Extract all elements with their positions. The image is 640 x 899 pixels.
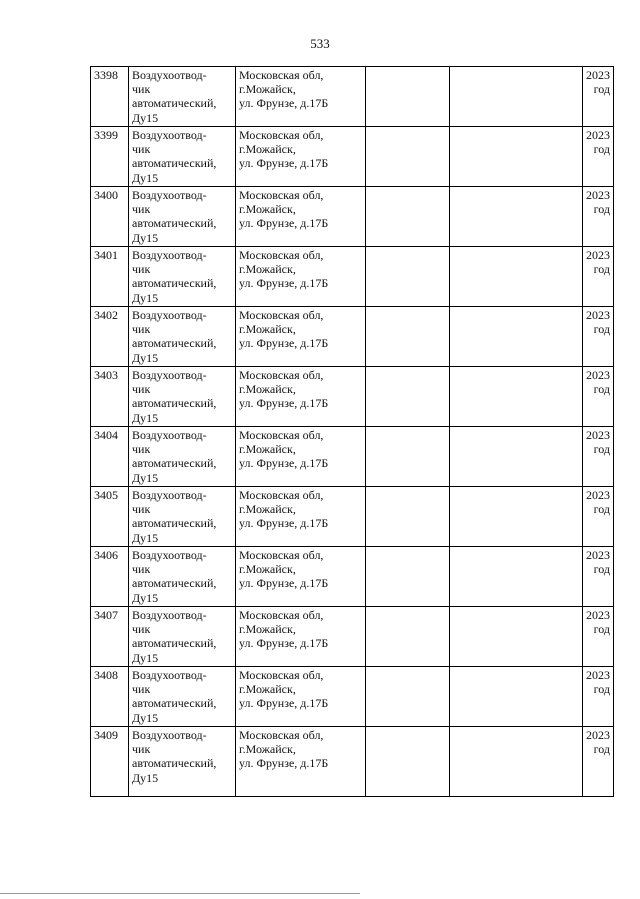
address-cell (236, 607, 366, 667)
empty-cell (450, 607, 583, 667)
year-unit: год (593, 142, 610, 157)
item-name-line: автоматический, (132, 516, 217, 531)
item-name-line: чик (132, 682, 151, 697)
table-row (91, 727, 614, 797)
item-name-line: автоматический, (132, 216, 217, 231)
year-unit: год (593, 82, 610, 97)
year-unit: год (593, 622, 610, 637)
year-unit: год (593, 202, 610, 217)
item-name-line: чик (132, 322, 151, 337)
item-name-cell (129, 187, 236, 247)
table-row (91, 607, 614, 667)
item-name-line: автоматический, (132, 696, 217, 711)
address-line: ул. Фрунзе, д.17Б (239, 336, 329, 351)
row-number-cell (91, 307, 129, 367)
year-cell (583, 187, 614, 247)
row-number: 3407 (94, 608, 118, 622)
item-name-line: Ду15 (132, 470, 159, 485)
year-unit: год (593, 682, 610, 697)
row-number-cell (91, 727, 129, 797)
address-line: ул. Фрунзе, д.17Б (239, 276, 329, 291)
empty-cell (366, 427, 450, 487)
year-value: 2023 (586, 368, 610, 382)
table-row (91, 307, 614, 367)
address-line: ул. Фрунзе, д.17Б (239, 756, 329, 771)
empty-cell (366, 667, 450, 727)
empty-cell (450, 127, 583, 187)
address-line: Московская обл, (239, 728, 324, 742)
item-name-line: Воздухоотвод- (132, 548, 207, 562)
address-cell (236, 367, 366, 427)
item-name-cell (129, 727, 236, 797)
address-line: ул. Фрунзе, д.17Б (239, 516, 329, 531)
empty-cell (450, 367, 583, 427)
address-line: г.Можайск, (239, 382, 296, 397)
item-name-line: чик (132, 142, 151, 157)
address-cell (236, 127, 366, 187)
item-name-line: Воздухоотвод- (132, 188, 207, 202)
year-unit: год (593, 562, 610, 577)
empty-cell (450, 667, 583, 727)
row-number: 3406 (94, 548, 118, 562)
item-name-cell (129, 487, 236, 547)
item-name-line: автоматический, (132, 636, 217, 651)
item-name-cell (129, 427, 236, 487)
item-name-line: чик (132, 742, 151, 757)
address-cell (236, 67, 366, 127)
row-number: 3399 (94, 128, 118, 142)
address-cell (236, 667, 366, 727)
item-name-cell (129, 667, 236, 727)
item-name-line: Ду15 (132, 710, 159, 725)
table-row (91, 667, 614, 727)
address-cell (236, 307, 366, 367)
year-value: 2023 (586, 728, 610, 742)
year-unit: год (593, 382, 610, 397)
row-number-cell (91, 487, 129, 547)
address-line: г.Можайск, (239, 442, 296, 457)
item-name-line: автоматический, (132, 576, 217, 591)
item-name-line: Воздухоотвод- (132, 68, 207, 82)
item-name-cell (129, 367, 236, 427)
row-number-cell (91, 187, 129, 247)
row-number-cell (91, 367, 129, 427)
table-row (91, 187, 614, 247)
address-line: Московская обл, (239, 668, 324, 682)
year-value: 2023 (586, 128, 610, 142)
address-line: Московская обл, (239, 308, 324, 322)
address-line: г.Можайск, (239, 682, 296, 697)
row-number: 3398 (94, 68, 118, 82)
address-line: Московская обл, (239, 428, 324, 442)
row-number: 3404 (94, 428, 118, 442)
year-value: 2023 (586, 668, 610, 682)
year-cell (583, 127, 614, 187)
item-name-line: автоматический, (132, 336, 217, 351)
item-name-line: чик (132, 262, 151, 277)
year-unit: год (593, 322, 610, 337)
item-name-line: Ду15 (132, 350, 159, 365)
address-line: ул. Фрунзе, д.17Б (239, 396, 329, 411)
address-line: г.Можайск, (239, 82, 296, 97)
table-row (91, 247, 614, 307)
item-name-line: автоматический, (132, 96, 217, 111)
empty-cell (450, 487, 583, 547)
empty-cell (366, 187, 450, 247)
row-number: 3400 (94, 188, 118, 202)
table-row (91, 367, 614, 427)
item-name-cell (129, 547, 236, 607)
year-value: 2023 (586, 308, 610, 322)
item-name-line: Ду15 (132, 770, 159, 785)
empty-cell (366, 607, 450, 667)
address-cell (236, 247, 366, 307)
year-unit: год (593, 262, 610, 277)
address-line: Московская обл, (239, 368, 324, 382)
address-line: ул. Фрунзе, д.17Б (239, 456, 329, 471)
year-cell (583, 487, 614, 547)
address-line: г.Можайск, (239, 562, 296, 577)
empty-cell (450, 547, 583, 607)
year-cell (583, 427, 614, 487)
row-number: 3405 (94, 488, 118, 502)
row-number-cell (91, 607, 129, 667)
item-name-line: автоматический, (132, 456, 217, 471)
year-unit: год (593, 502, 610, 517)
item-name-line: автоматический, (132, 756, 217, 771)
item-name-line: чик (132, 622, 151, 637)
item-name-line: Воздухоотвод- (132, 728, 207, 742)
address-cell (236, 727, 366, 797)
year-cell (583, 547, 614, 607)
item-name-line: Воздухоотвод- (132, 248, 207, 262)
address-cell (236, 547, 366, 607)
empty-cell (366, 547, 450, 607)
row-number: 3403 (94, 368, 118, 382)
address-line: г.Можайск, (239, 502, 296, 517)
row-number: 3409 (94, 728, 118, 742)
item-name-cell (129, 247, 236, 307)
scan-edge-line (0, 893, 360, 894)
item-name-line: чик (132, 562, 151, 577)
records-table (90, 66, 614, 797)
item-name-line: Ду15 (132, 110, 159, 125)
year-value: 2023 (586, 248, 610, 262)
row-number-cell (91, 67, 129, 127)
item-name-cell (129, 607, 236, 667)
item-name-line: чик (132, 202, 151, 217)
address-cell (236, 487, 366, 547)
year-cell (583, 667, 614, 727)
row-number-cell (91, 127, 129, 187)
year-value: 2023 (586, 488, 610, 502)
item-name-line: Ду15 (132, 650, 159, 665)
item-name-line: Ду15 (132, 290, 159, 305)
table-row (91, 67, 614, 127)
year-cell (583, 307, 614, 367)
empty-cell (450, 307, 583, 367)
year-cell (583, 247, 614, 307)
year-value: 2023 (586, 548, 610, 562)
year-value: 2023 (586, 68, 610, 82)
address-line: Московская обл, (239, 128, 324, 142)
year-cell (583, 367, 614, 427)
address-line: Московская обл, (239, 68, 324, 82)
empty-cell (366, 127, 450, 187)
address-line: ул. Фрунзе, д.17Б (239, 636, 329, 651)
empty-cell (366, 307, 450, 367)
address-line: Московская обл, (239, 188, 324, 202)
empty-cell (366, 487, 450, 547)
item-name-cell (129, 67, 236, 127)
empty-cell (366, 367, 450, 427)
address-line: г.Можайск, (239, 202, 296, 217)
row-number-cell (91, 547, 129, 607)
address-line: Московская обл, (239, 548, 324, 562)
item-name-line: автоматический, (132, 396, 217, 411)
table-row (91, 487, 614, 547)
records-body (91, 67, 614, 797)
year-cell (583, 727, 614, 797)
item-name-line: чик (132, 502, 151, 517)
item-name-cell (129, 307, 236, 367)
item-name-line: Воздухоотвод- (132, 308, 207, 322)
empty-cell (450, 427, 583, 487)
item-name-line: Воздухоотвод- (132, 668, 207, 682)
address-line: ул. Фрунзе, д.17Б (239, 696, 329, 711)
item-name-line: Воздухоотвод- (132, 128, 207, 142)
item-name-line: Ду15 (132, 230, 159, 245)
row-number-cell (91, 247, 129, 307)
year-value: 2023 (586, 608, 610, 622)
row-number: 3401 (94, 248, 118, 262)
year-unit: год (593, 442, 610, 457)
address-line: Московская обл, (239, 248, 324, 262)
empty-cell (450, 67, 583, 127)
table-row (91, 127, 614, 187)
address-line: Московская обл, (239, 488, 324, 502)
row-number: 3408 (94, 668, 118, 682)
item-name-line: чик (132, 382, 151, 397)
item-name-line: Воздухоотвод- (132, 608, 207, 622)
item-name-line: Воздухоотвод- (132, 368, 207, 382)
year-unit: год (593, 742, 610, 757)
item-name-line: Воздухоотвод- (132, 428, 207, 442)
address-cell (236, 427, 366, 487)
address-line: ул. Фрунзе, д.17Б (239, 96, 329, 111)
row-number-cell (91, 667, 129, 727)
address-line: г.Можайск, (239, 742, 296, 757)
address-line: ул. Фрунзе, д.17Б (239, 216, 329, 231)
address-line: г.Можайск, (239, 142, 296, 157)
item-name-line: автоматический, (132, 156, 217, 171)
year-cell (583, 67, 614, 127)
item-name-line: Ду15 (132, 530, 159, 545)
address-line: г.Можайск, (239, 622, 296, 637)
item-name-line: Ду15 (132, 410, 159, 425)
year-cell (583, 607, 614, 667)
item-name-line: автоматический, (132, 276, 217, 291)
table-row (91, 427, 614, 487)
address-cell (236, 187, 366, 247)
address-line: ул. Фрунзе, д.17Б (239, 576, 329, 591)
item-name-line: Ду15 (132, 590, 159, 605)
empty-cell (366, 67, 450, 127)
address-line: г.Можайск, (239, 322, 296, 337)
page-number: 533 (310, 36, 330, 51)
empty-cell (450, 727, 583, 797)
empty-cell (450, 187, 583, 247)
row-number: 3402 (94, 308, 118, 322)
empty-cell (366, 247, 450, 307)
address-line: ул. Фрунзе, д.17Б (239, 156, 329, 171)
row-number-cell (91, 427, 129, 487)
item-name-line: Ду15 (132, 170, 159, 185)
year-value: 2023 (586, 428, 610, 442)
empty-cell (450, 247, 583, 307)
item-name-line: чик (132, 442, 151, 457)
item-name-line: чик (132, 82, 151, 97)
empty-cell (366, 727, 450, 797)
item-name-cell (129, 127, 236, 187)
address-line: Московская обл, (239, 608, 324, 622)
table-row (91, 547, 614, 607)
address-line: г.Можайск, (239, 262, 296, 277)
item-name-line: Воздухоотвод- (132, 488, 207, 502)
year-value: 2023 (586, 188, 610, 202)
